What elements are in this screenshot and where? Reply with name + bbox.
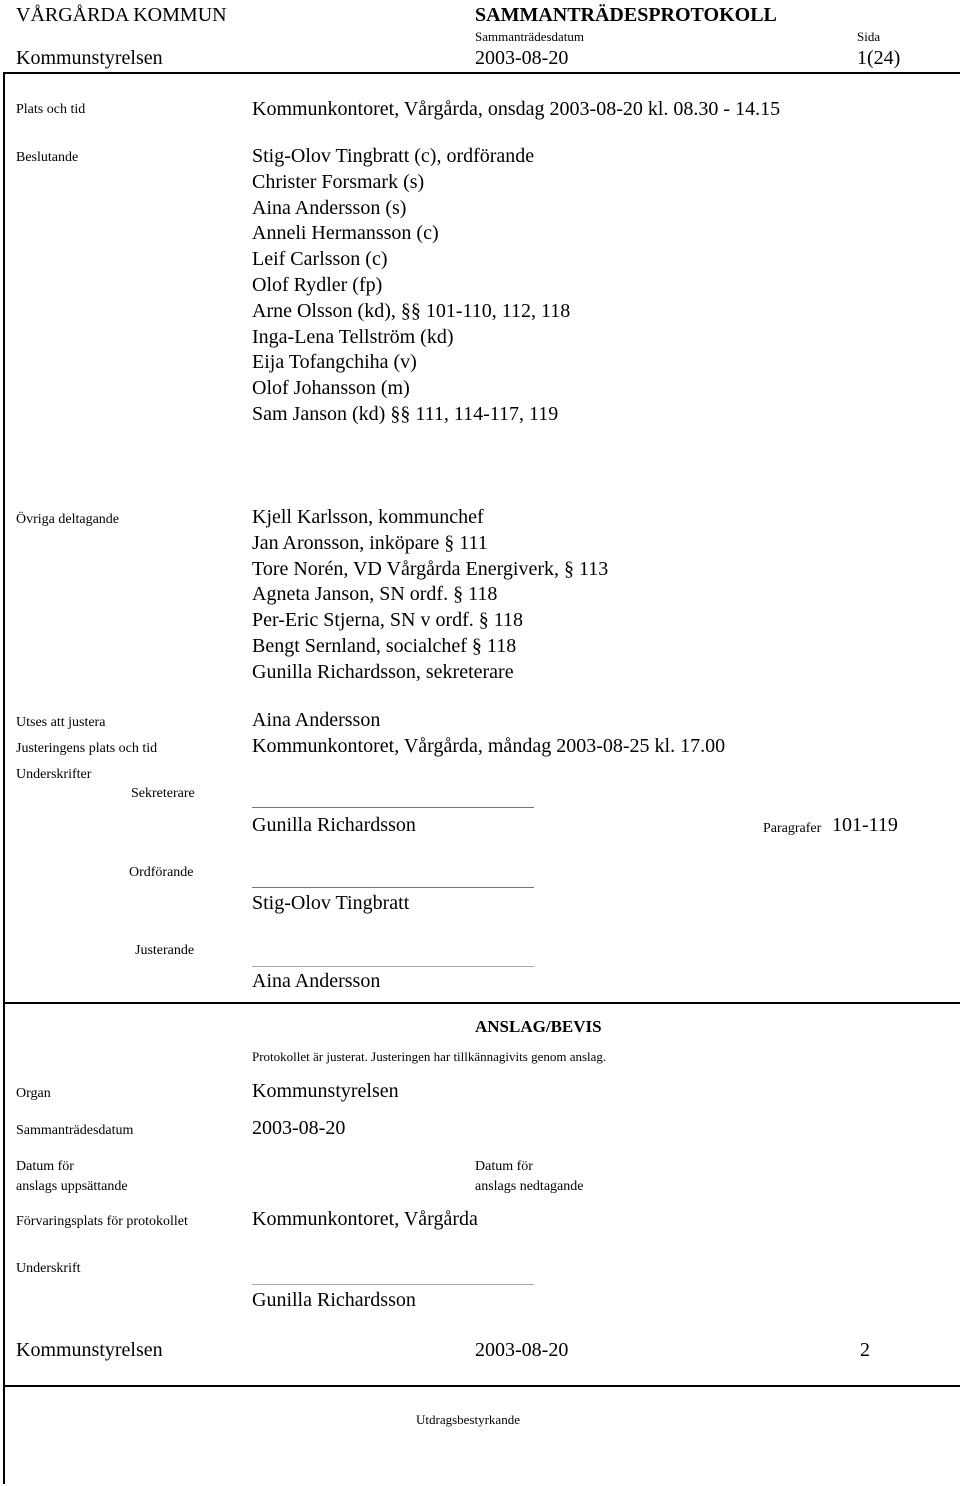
page-number: 1(24): [857, 47, 901, 69]
extract-certification-label: Utdragsbestyrkande: [416, 1412, 520, 1427]
notice-statement: Protokollet är justerat. Justeringen har tillkännagivits genom anslag.: [252, 1049, 607, 1064]
participant: Tore Norén, VD Vårgårda Energiverk, § 113: [252, 557, 609, 580]
signatures-label: Underskrifter: [16, 767, 92, 782]
secretary-signature-line: [252, 807, 534, 808]
decision-maker: Sam Janson (kd) §§ 111, 114-117, 119: [252, 402, 559, 425]
decision-maker: Christer Forsmark (s): [252, 170, 425, 193]
adjustment-place-value: Kommunkontoret, Vårgårda, måndag 2003-08-25 kl. 17.00: [252, 735, 726, 757]
participant: Agneta Janson, SN ordf. § 118: [252, 583, 498, 606]
adjuster-name: Aina Andersson: [252, 970, 381, 992]
secretary-role: Sekreterare: [131, 786, 195, 801]
posted-date-label-line2: anslags uppsättande: [16, 1179, 128, 1194]
participant: Gunilla Richardsson, sekreterare: [252, 660, 514, 683]
footer-rule: [4, 1385, 960, 1387]
paragraphs-value: 101-119: [832, 814, 898, 836]
left-margin-line: [3, 72, 5, 1484]
header-rule: [4, 72, 960, 74]
adjuster-signature-line: [252, 966, 534, 967]
chair-role: Ordförande: [129, 865, 194, 880]
decision-maker: Olof Johansson (m): [252, 377, 410, 400]
place-time-value: Kommunkontoret, Vårgårda, onsdag 2003-08-20 kl. 08.30 - 14.15: [252, 98, 781, 120]
decision-maker: Leif Carlsson (c): [252, 248, 388, 271]
removed-date-label-line2: anslags nedtagande: [475, 1179, 584, 1194]
notice-date-label: Sammanträdesdatum: [16, 1123, 134, 1138]
appointed-adjuster-value: Aina Andersson: [252, 709, 381, 731]
footer-page: 2: [860, 1339, 870, 1361]
notice-signature-name: Gunilla Richardsson: [252, 1289, 416, 1311]
notice-signature-label: Underskrift: [16, 1261, 81, 1276]
secretary-name: Gunilla Richardsson: [252, 814, 416, 836]
decision-maker: Stig-Olov Tingbratt (c), ordförande: [252, 145, 535, 167]
chair-signature-line: [252, 887, 534, 888]
decision-maker: Eija Tofangchiha (v): [252, 351, 417, 374]
chair-name: Stig-Olov Tingbratt: [252, 892, 410, 914]
adjuster-role: Justerande: [135, 943, 195, 958]
adjustment-place-label: Justeringens plats och tid: [16, 741, 158, 756]
participant: Bengt Sernland, socialchef § 118: [252, 634, 517, 657]
participant: Per-Eric Stjerna, SN v ordf. § 118: [252, 609, 524, 632]
decision-makers-label: Beslutande: [16, 150, 79, 165]
organ-label: Organ: [16, 1086, 51, 1101]
removed-date-label-line1: Datum för: [475, 1159, 533, 1174]
organ-value: Kommunstyrelsen: [252, 1080, 399, 1102]
page-label: Sida: [857, 29, 881, 44]
decision-maker: Arne Olsson (kd), §§ 101-110, 112, 118: [252, 299, 571, 322]
participant: Jan Aronsson, inköpare § 111: [252, 531, 488, 554]
decision-maker: Anneli Hermansson (c): [252, 222, 439, 245]
committee-name: Kommunstyrelsen: [16, 47, 163, 69]
decision-maker: Inga-Lena Tellström (kd): [252, 325, 454, 348]
place-time-label: Plats och tid: [16, 102, 86, 117]
footer-committee: Kommunstyrelsen: [16, 1339, 163, 1361]
meeting-date-label: Sammanträdesdatum: [475, 29, 585, 44]
storage-label: Förvaringsplats för protokollet: [16, 1214, 188, 1229]
paragraphs-label: Paragrafer: [763, 821, 822, 836]
meeting-date: 2003-08-20: [475, 47, 569, 69]
other-participants-list: [252, 504, 608, 685]
other-participants-label: Övriga deltagande: [16, 512, 120, 527]
participant: Kjell Karlsson, kommunchef: [252, 506, 484, 528]
appointed-adjuster-label: Utses att justera: [16, 715, 106, 730]
notice-signature-line: [252, 1284, 534, 1285]
document-type: SAMMANTRÄDESPROTOKOLL: [475, 4, 777, 26]
municipality-name: VÅRGÅRDA KOMMUN: [16, 4, 227, 26]
posted-date-label-line1: Datum för: [16, 1159, 74, 1174]
storage-value: Kommunkontoret, Vårgårda: [252, 1208, 478, 1230]
footer-date: 2003-08-20: [475, 1339, 569, 1361]
decision-maker: Olof Rydler (fp): [252, 273, 383, 296]
notice-top-rule: [4, 1002, 960, 1004]
decision-makers-list: [252, 143, 570, 427]
decision-maker: Aina Andersson (s): [252, 196, 407, 219]
notice-date-value: 2003-08-20: [252, 1117, 346, 1139]
notice-title: ANSLAG/BEVIS: [475, 1017, 602, 1036]
